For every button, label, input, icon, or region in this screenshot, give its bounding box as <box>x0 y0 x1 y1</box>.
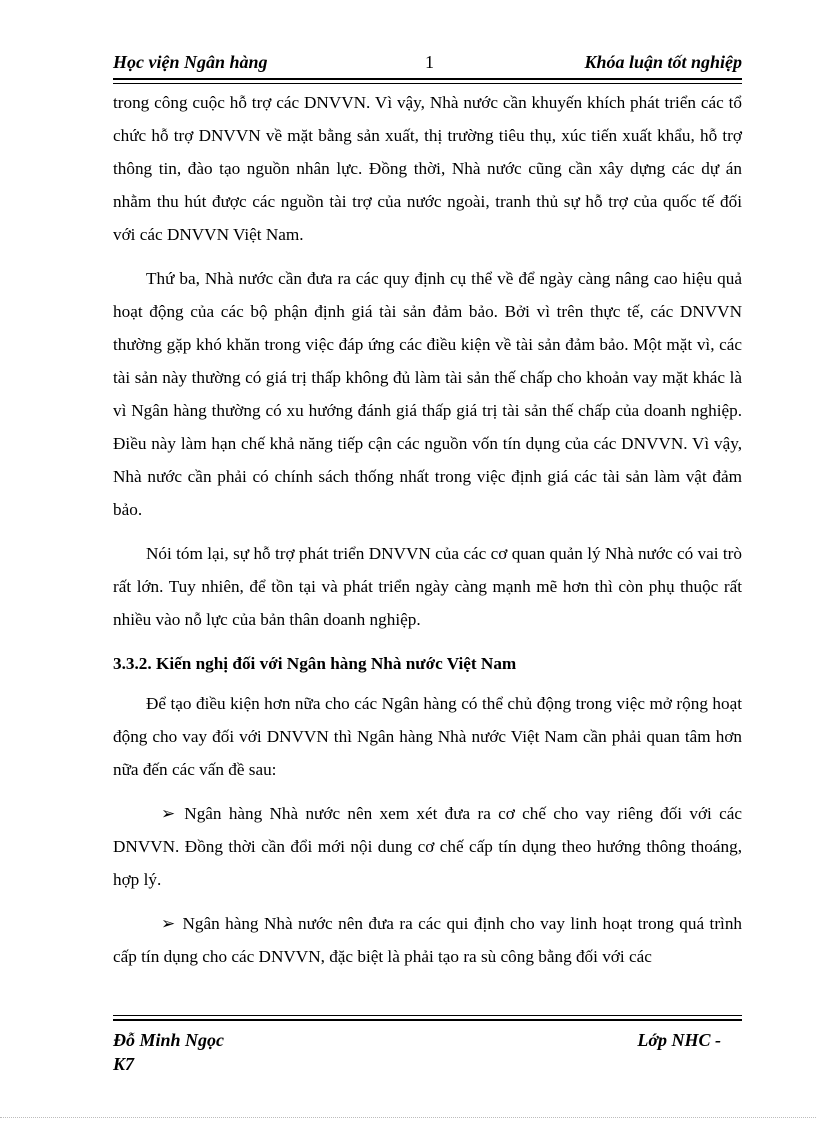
arrow-bullet-icon: ➢ <box>161 804 176 823</box>
page-header <box>113 48 742 80</box>
author-cohort: K7 <box>113 1054 135 1074</box>
page-number: 1 <box>425 52 434 72</box>
institution-name: Học viện Ngân hàng <box>113 52 268 72</box>
footer-class: Lớp NHC - <box>637 1030 721 1050</box>
bullet-item-1-text: Ngân hàng Nhà nước nên xem xét đưa ra cơ chế cho vay riêng đối với các DNVVN. Đồng thời cần đổi mới nội dung cơ chế cấp tín dụng theo hướng thông thoáng, hợp lý. <box>113 804 742 889</box>
section-heading: 3.3.2. Kiến nghị đối với Ngân hàng Nhà nước Việt Nam <box>113 654 517 673</box>
arrow-bullet-icon: ➢ <box>161 914 176 933</box>
document-type: Khóa luận tốt nghiệp <box>584 52 742 72</box>
footer-author <box>113 1028 224 1076</box>
author-name: Đỗ Minh Ngọc <box>113 1030 225 1050</box>
page-boundary <box>0 1117 816 1118</box>
bullet-item-2-text: Ngân hàng Nhà nước nên đưa ra các qui định cho vay linh hoạt trong quá trình cấp tín dụng cho các DNVVN, đặc biệt là phải tạo ra sù công bằng đối với các <box>113 914 743 966</box>
paragraph-3: Nói tóm lại, sự hỗ trợ phát triển DNVVN của các cơ quan quản lý Nhà nước có vai trò rất lớn. Tuy nhiên, để tồn tại và phát triển ngày càng mạnh mẽ hơn thì còn phụ thuộc rất nhiều vào nỗ lực của bản thân doanh nghiệp. <box>113 544 742 629</box>
bullet-item-1 <box>113 797 742 896</box>
footer-rule <box>113 1015 742 1021</box>
header-rule <box>113 78 742 84</box>
bullet-item-2 <box>113 907 742 973</box>
paragraph-4: Để tạo điều kiện hơn nữa cho các Ngân hàng có thể chủ động trong việc mở rộng hoạt động cho vay đối với DNVVN thì Ngân hàng Nhà nước Việt Nam cần phải quan tâm hơn nữa đến các vấn đề sau: <box>113 694 742 779</box>
paragraph-1: trong công cuộc hỗ trợ các DNVVN. Vì vậy, Nhà nước cần khuyến khích phát triển các tổ chức hỗ trợ DNVVN về mặt bằng sản xuất, thị trường tiêu thụ, xúc tiến xuất khẩu, hỗ trợ thông tin, đào tạo nguồn nhân lực. Đồng thời, Nhà nước cũng cần xây dựng các dự án nhằm thu hút được các nguồn tài trợ của nước ngoài, tranh thủ sự hỗ trợ của quốc tế đối với các DNVVN Việt Nam. <box>113 93 742 244</box>
paragraph-2: Thứ ba, Nhà nước cần đưa ra các quy định cụ thể về để ngày càng nâng cao hiệu quả hoạt động của các bộ phận định giá tài sản đảm bảo. Bởi vì trên thực tế, các DNVVN thường gặp khó khăn trong việc đáp ứng các điều kiện về tài sản đảm bảo. Một mặt vì, các tài sản này thường có giá trị thấp không đủ làm tài sản thế chấp cho khoản vay mặt khác là vì Ngân hàng thường có xu hướng đánh giá thấp giá trị tài sản thế chấp của doanh nghiệp. Điều này làm hạn chế khả năng tiếp cận các nguồn vốn tín dụng của các DNVVN. Vì vậy, Nhà nước cần phải có chính sách thống nhất trong việc định giá các tài sản làm vật đảm bảo. <box>113 269 742 519</box>
document-body <box>113 86 742 984</box>
